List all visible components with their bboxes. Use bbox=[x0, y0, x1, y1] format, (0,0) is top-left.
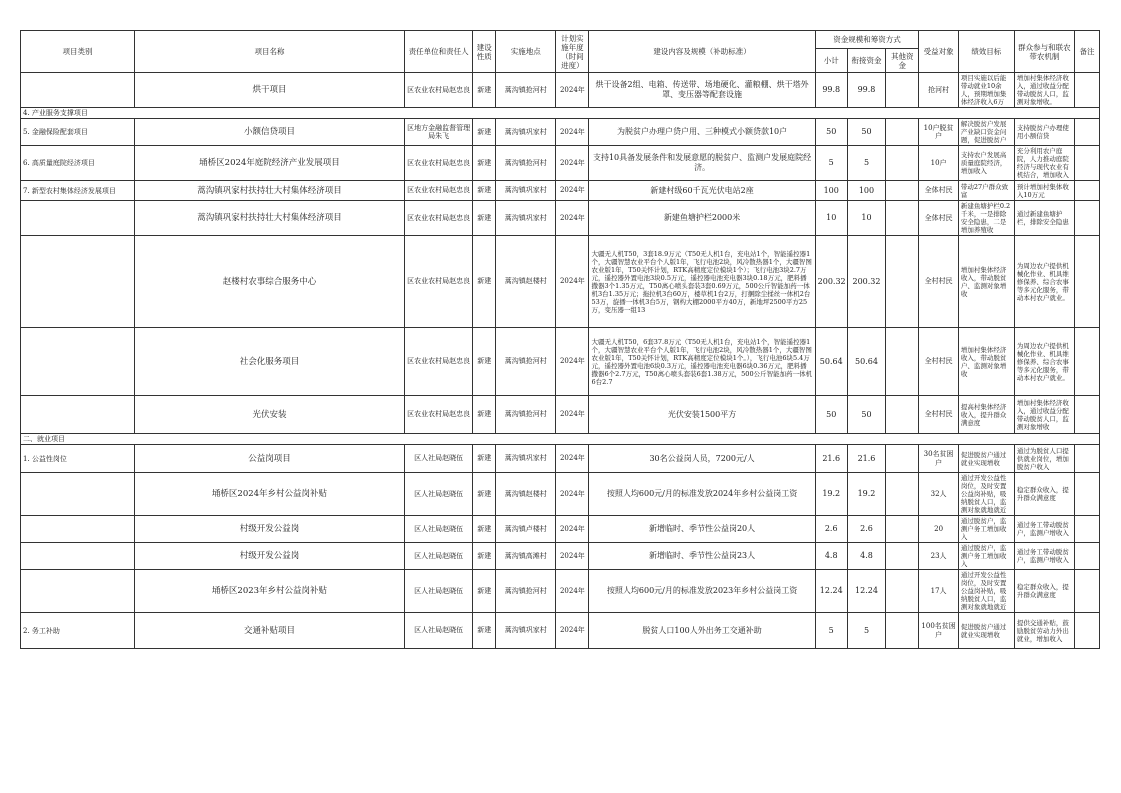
row-location: 蒿沟镇抢河村 bbox=[496, 328, 556, 396]
row-content: 按照人均600元/月的标准发放2023年乡村公益岗工资 bbox=[589, 570, 815, 613]
row-central-funds: 19.2 bbox=[847, 473, 885, 516]
row-project-name: 小额信贷项目 bbox=[135, 119, 405, 146]
row-beneficiary: 全村村民 bbox=[919, 328, 958, 396]
row-category bbox=[21, 73, 135, 108]
header-funds: 资金规模和筹资方式 bbox=[815, 31, 919, 49]
row-project-name: 埇桥区2024年庭院经济产业发展项目 bbox=[135, 146, 405, 181]
row-mechanism: 为周边农户提供机械化作业、机具维修保养、综合农事等多元化服务，带动本村农户就业。 bbox=[1014, 328, 1074, 396]
header-name: 项目名称 bbox=[135, 31, 405, 73]
row-project-name: 赵楼村农事综合服务中心 bbox=[135, 236, 405, 328]
header-remark: 备注 bbox=[1075, 31, 1100, 73]
row-owner: 区人社局赵晓伍 bbox=[404, 516, 472, 543]
row-goal: 通过开发公益性岗位，及时安置公益岗补贴，吸纳脱贫人口，监测对象就地就近 bbox=[958, 473, 1014, 516]
row-content: 为脱贫户办理户贷户用、三种模式小额贷款10户 bbox=[589, 119, 815, 146]
row-year: 2024年 bbox=[556, 328, 589, 396]
row-other-funds bbox=[886, 516, 919, 543]
row-category bbox=[21, 201, 135, 236]
row-nature: 新建 bbox=[473, 73, 496, 108]
row-central-funds: 12.24 bbox=[847, 570, 885, 613]
row-location: 蒿沟镇抢河村 bbox=[496, 570, 556, 613]
row-goal: 通过脱贫户，监测户务工增加收入 bbox=[958, 516, 1014, 543]
row-project-name: 蒿沟镇巩家村扶持壮大村集体经济项目 bbox=[135, 201, 405, 236]
table-row bbox=[21, 613, 1100, 649]
row-other-funds bbox=[886, 119, 919, 146]
row-owner: 区人社局赵晓伍 bbox=[404, 570, 472, 613]
row-other-funds bbox=[886, 236, 919, 328]
row-central-funds: 2.6 bbox=[847, 516, 885, 543]
row-subtotal: 19.2 bbox=[815, 473, 847, 516]
row-subtotal: 2.6 bbox=[815, 516, 847, 543]
row-project-name: 社会化服务项目 bbox=[135, 328, 405, 396]
row-content: 支持10具备发展条件和发展意愿的脱贫户、监测户发展庭院经济。 bbox=[589, 146, 815, 181]
row-nature: 新建 bbox=[473, 328, 496, 396]
row-mechanism: 充分利用农户庭院，人力推动庭院经济与现代农业有机结合，增加收入 bbox=[1014, 146, 1074, 181]
row-project-name: 埇桥区2024年乡村公益岗补贴 bbox=[135, 473, 405, 516]
row-content: 光伏安装1500平方 bbox=[589, 396, 815, 434]
row-goal: 项目实施以后能带动就业10余人，预期增加集体经济收入6万 bbox=[958, 73, 1014, 108]
row-subtotal: 200.32 bbox=[815, 236, 847, 328]
row-central-funds: 21.6 bbox=[847, 445, 885, 473]
row-project-name: 公益岗项目 bbox=[135, 445, 405, 473]
row-year: 2024年 bbox=[556, 570, 589, 613]
row-beneficiary: 17人 bbox=[919, 570, 958, 613]
header-subtotal: 小计 bbox=[815, 49, 847, 73]
header-goal: 绩效目标 bbox=[958, 31, 1014, 73]
section-row bbox=[21, 108, 1100, 119]
row-beneficiary: 30名贫困户 bbox=[919, 445, 958, 473]
row-remark bbox=[1075, 236, 1100, 328]
table-row bbox=[21, 119, 1100, 146]
row-year: 2024年 bbox=[556, 543, 589, 570]
row-central-funds: 50 bbox=[847, 119, 885, 146]
row-location: 蒿沟镇抢河村 bbox=[496, 146, 556, 181]
row-goal: 促进脱贫户通过就业实现增收 bbox=[958, 613, 1014, 649]
row-remark bbox=[1075, 396, 1100, 434]
table-row bbox=[21, 328, 1100, 396]
row-project-name: 村级开发公益岗 bbox=[135, 516, 405, 543]
header-nature: 建设性质 bbox=[473, 31, 496, 73]
row-beneficiary: 20 bbox=[919, 516, 958, 543]
row-other-funds bbox=[886, 328, 919, 396]
row-goal: 支持农户发展高质量庭院经济，增加收入 bbox=[958, 146, 1014, 181]
row-mechanism: 为周边农户提供机械化作业、机具维修保养、综合农事等多元化服务，带动本村农户就业。 bbox=[1014, 236, 1074, 328]
row-owner: 区农业农村局赵忠良 bbox=[404, 73, 472, 108]
row-content: 大疆无人机T50，6套37.8万元（T50无人机1台，充电站1个，智能遥控器1个，大疆智慧农业平台个人版1年，飞行电池2块，风冷散热器1个，大疆智图农业版1年，T50关怀计划，RTK高精度定位模块1个。），飞行电池6块5.4万元，遥控器外置电池6块0.3万元，遥控器电池充电器6块0.36万元，肥料播撒器6个2.7万元，T50离心喷头套装6套1.38万元，500公斤智能加药一体机6台2.7 bbox=[589, 328, 815, 396]
row-category: 5. 金融保险配套项目 bbox=[21, 119, 135, 146]
table-row bbox=[21, 146, 1100, 181]
row-year: 2024年 bbox=[556, 236, 589, 328]
table-row bbox=[21, 236, 1100, 328]
table-body bbox=[21, 73, 1100, 649]
row-nature: 新建 bbox=[473, 445, 496, 473]
row-year: 2024年 bbox=[556, 201, 589, 236]
row-beneficiary: 100名贫困户 bbox=[919, 613, 958, 649]
row-beneficiary: 全体村民 bbox=[919, 181, 958, 201]
row-owner: 区人社局赵晓伍 bbox=[404, 445, 472, 473]
row-location: 蒿沟镇巩家村 bbox=[496, 119, 556, 146]
row-subtotal: 99.8 bbox=[815, 73, 847, 108]
row-other-funds bbox=[886, 396, 919, 434]
row-beneficiary: 全体村民 bbox=[919, 201, 958, 236]
row-goal: 促进脱贫户通过就业实现增收 bbox=[958, 445, 1014, 473]
table-row bbox=[21, 445, 1100, 473]
row-category bbox=[21, 543, 135, 570]
row-owner: 区人社局赵晓伍 bbox=[404, 613, 472, 649]
row-location: 蒿沟镇巩家村 bbox=[496, 613, 556, 649]
row-subtotal: 50.64 bbox=[815, 328, 847, 396]
row-mechanism: 通过务工带动脱贫户，监测户增收入 bbox=[1014, 516, 1074, 543]
header-mechanism: 群众参与和联农带农机制 bbox=[1014, 31, 1074, 73]
row-central-funds: 5 bbox=[847, 146, 885, 181]
row-subtotal: 5 bbox=[815, 146, 847, 181]
row-mechanism: 预计增加村集体收入10万元 bbox=[1014, 181, 1074, 201]
row-subtotal: 5 bbox=[815, 613, 847, 649]
row-content: 脱贫人口100人外出务工交通补助 bbox=[589, 613, 815, 649]
row-remark bbox=[1075, 328, 1100, 396]
row-location: 蒿沟镇抢河村 bbox=[496, 396, 556, 434]
row-remark bbox=[1075, 516, 1100, 543]
row-year: 2024年 bbox=[556, 119, 589, 146]
row-content: 大疆无人机T50，3套18.9万元（T50无人机1台，充电站1个，智能遥控器1个，大疆智慧农业平台个人版1年，飞行电池2块，风冷散热器1个，大疆智图农业版1年，T50关怀计划，RTK高精度定位模块1个）；飞行电池3块2.7万元，遥控器外置电池3块0.5万元，遥控器电池充电器3块0.18万元，肥料播撒器3个1.35万元，T50离心喷头套装3套0.69万元，500公斤智能加药一体机3台1.35万元；拖拉机3台60万，楼草机1台2万，打捆除尘揉丝一体机2台53万，旋播一体机3台5万，钢构大棚2000平方40万，新地坪2500平方25万，变压器一组13 bbox=[589, 236, 815, 328]
row-year: 2024年 bbox=[556, 473, 589, 516]
row-beneficiary: 全村村民 bbox=[919, 396, 958, 434]
row-category bbox=[21, 570, 135, 613]
row-mechanism: 稳定群众收入，提升群众满意度 bbox=[1014, 473, 1074, 516]
row-goal: 解决脱贫户发展产业缺口资金问题，促进脱贫户 bbox=[958, 119, 1014, 146]
row-subtotal: 50 bbox=[815, 119, 847, 146]
row-content: 新增临时、季节性公益岗23人 bbox=[589, 543, 815, 570]
row-other-funds bbox=[886, 181, 919, 201]
header-content: 建设内容及规模（补助标准） bbox=[589, 31, 815, 73]
row-owner: 区农业农村局赵忠良 bbox=[404, 328, 472, 396]
row-content: 烘干设备2组、电箱、传送带、场地硬化、灌粮棚、烘干塔外罩、变压器等配套设施 bbox=[589, 73, 815, 108]
row-nature: 新建 bbox=[473, 146, 496, 181]
row-location: 蒿沟镇巩家村 bbox=[496, 445, 556, 473]
row-location: 蒿沟镇卢楼村 bbox=[496, 516, 556, 543]
header-owner: 责任单位和责任人 bbox=[404, 31, 472, 73]
row-location: 蒿沟镇巩家村 bbox=[496, 201, 556, 236]
row-owner: 区农业农村局赵忠良 bbox=[404, 201, 472, 236]
row-project-name: 烘干项目 bbox=[135, 73, 405, 108]
row-content: 新建村级60千瓦光伏电站2座 bbox=[589, 181, 815, 201]
row-nature: 新建 bbox=[473, 473, 496, 516]
row-year: 2024年 bbox=[556, 73, 589, 108]
row-category: 2. 务工补助 bbox=[21, 613, 135, 649]
row-central-funds: 99.8 bbox=[847, 73, 885, 108]
row-central-funds: 4.8 bbox=[847, 543, 885, 570]
header-category: 项目类别 bbox=[21, 31, 135, 73]
row-nature: 新建 bbox=[473, 543, 496, 570]
row-subtotal: 4.8 bbox=[815, 543, 847, 570]
row-category bbox=[21, 236, 135, 328]
row-subtotal: 12.24 bbox=[815, 570, 847, 613]
section-title: 4. 产业服务支撑项目 bbox=[21, 108, 1100, 119]
project-table bbox=[20, 30, 1100, 649]
header-year: 计划实施年度（时间进度） bbox=[556, 31, 589, 73]
row-project-name: 埇桥区2023年乡村公益岗补贴 bbox=[135, 570, 405, 613]
row-beneficiary: 23人 bbox=[919, 543, 958, 570]
row-remark bbox=[1075, 445, 1100, 473]
row-mechanism: 增加村集体经济收入，通过收益分配带动脱贫人口，监测对象增收。 bbox=[1014, 73, 1074, 108]
row-remark bbox=[1075, 570, 1100, 613]
table-row bbox=[21, 73, 1100, 108]
row-year: 2024年 bbox=[556, 181, 589, 201]
header-central: 衔接资金 bbox=[847, 49, 885, 73]
table-row bbox=[21, 396, 1100, 434]
row-central-funds: 10 bbox=[847, 201, 885, 236]
row-goal: 增加村集体经济收入，带动脱贫户、监测对象增收 bbox=[958, 328, 1014, 396]
row-year: 2024年 bbox=[556, 396, 589, 434]
row-project-name: 交通补贴项目 bbox=[135, 613, 405, 649]
row-central-funds: 50 bbox=[847, 396, 885, 434]
table-row bbox=[21, 473, 1100, 516]
row-beneficiary: 10户 bbox=[919, 146, 958, 181]
row-goal: 新建鱼塘护栏0.2千米，一是排除安全隐患，二是增加养殖收 bbox=[958, 201, 1014, 236]
row-category: 7. 新型农村集体经济发展项目 bbox=[21, 181, 135, 201]
row-remark bbox=[1075, 201, 1100, 236]
header-location: 实施地点 bbox=[496, 31, 556, 73]
row-owner: 区地方金融监督管理局朱飞 bbox=[404, 119, 472, 146]
row-owner: 区农业农村局赵忠良 bbox=[404, 396, 472, 434]
row-remark bbox=[1075, 543, 1100, 570]
row-nature: 新建 bbox=[473, 201, 496, 236]
row-beneficiary: 32人 bbox=[919, 473, 958, 516]
row-location: 蒿沟镇巩家村 bbox=[496, 181, 556, 201]
row-other-funds bbox=[886, 570, 919, 613]
table-row bbox=[21, 181, 1100, 201]
row-year: 2024年 bbox=[556, 516, 589, 543]
row-year: 2024年 bbox=[556, 613, 589, 649]
row-category: 6. 高质量庭院经济项目 bbox=[21, 146, 135, 181]
row-subtotal: 50 bbox=[815, 396, 847, 434]
row-project-name: 光伏安装 bbox=[135, 396, 405, 434]
row-mechanism: 提供交通补贴，鼓励脱贫劳动力外出就业，增加收入 bbox=[1014, 613, 1074, 649]
row-mechanism: 通过务工带动脱贫户，监测户增收入 bbox=[1014, 543, 1074, 570]
row-owner: 区人社局赵晓伍 bbox=[404, 473, 472, 516]
row-project-name: 蒿沟镇巩家村扶持壮大村集体经济项目 bbox=[135, 181, 405, 201]
header-other: 其他资金 bbox=[886, 49, 919, 73]
row-other-funds bbox=[886, 543, 919, 570]
row-year: 2024年 bbox=[556, 146, 589, 181]
row-content: 30名公益岗人员，7200元/人 bbox=[589, 445, 815, 473]
row-content: 按照人均600元/月的标准发放2024年乡村公益岗工资 bbox=[589, 473, 815, 516]
row-other-funds bbox=[886, 201, 919, 236]
row-goal: 增加村集体经济收入，带动脱贫户、监测对象增收 bbox=[958, 236, 1014, 328]
row-location: 蒿沟镇赵楼村 bbox=[496, 236, 556, 328]
row-category bbox=[21, 328, 135, 396]
row-other-funds bbox=[886, 445, 919, 473]
row-project-name: 村级开发公益岗 bbox=[135, 543, 405, 570]
row-beneficiary: 抢河村 bbox=[919, 73, 958, 108]
row-owner: 区农业农村局赵忠良 bbox=[404, 146, 472, 181]
row-category bbox=[21, 396, 135, 434]
row-beneficiary: 全村村民 bbox=[919, 236, 958, 328]
table-row bbox=[21, 543, 1100, 570]
row-remark bbox=[1075, 146, 1100, 181]
row-remark bbox=[1075, 119, 1100, 146]
section-row bbox=[21, 434, 1100, 445]
row-subtotal: 100 bbox=[815, 181, 847, 201]
row-nature: 新建 bbox=[473, 236, 496, 328]
row-goal: 提高村集体经济收入，提升群众满意度 bbox=[958, 396, 1014, 434]
row-nature: 新建 bbox=[473, 613, 496, 649]
row-central-funds: 5 bbox=[847, 613, 885, 649]
row-central-funds: 50.64 bbox=[847, 328, 885, 396]
row-category: 1. 公益性岗位 bbox=[21, 445, 135, 473]
row-goal: 通过开发公益性岗位，及时安置公益岗补贴，吸纳脱贫人口，监测对象就地就近 bbox=[958, 570, 1014, 613]
row-mechanism: 支持脱贫户办理使用小额信贷 bbox=[1014, 119, 1074, 146]
row-remark bbox=[1075, 181, 1100, 201]
row-category bbox=[21, 516, 135, 543]
row-goal: 通过脱贫户，监测户务工增加收入 bbox=[958, 543, 1014, 570]
row-location: 蒿沟镇高滩村 bbox=[496, 543, 556, 570]
row-content: 新增临时、季节性公益岗20人 bbox=[589, 516, 815, 543]
row-nature: 新建 bbox=[473, 181, 496, 201]
row-remark bbox=[1075, 613, 1100, 649]
row-remark bbox=[1075, 73, 1100, 108]
row-content: 新建鱼塘护栏2000米 bbox=[589, 201, 815, 236]
row-goal: 带动27户群众致富 bbox=[958, 181, 1014, 201]
row-year: 2024年 bbox=[556, 445, 589, 473]
table-row bbox=[21, 516, 1100, 543]
row-mechanism: 通过为脱贫人口提供就业岗位，增加脱贫户收入 bbox=[1014, 445, 1074, 473]
row-owner: 区农业农村局赵忠良 bbox=[404, 236, 472, 328]
row-subtotal: 10 bbox=[815, 201, 847, 236]
row-central-funds: 100 bbox=[847, 181, 885, 201]
row-other-funds bbox=[886, 73, 919, 108]
row-nature: 新建 bbox=[473, 396, 496, 434]
row-location: 蒿沟镇抢河村 bbox=[496, 73, 556, 108]
row-nature: 新建 bbox=[473, 570, 496, 613]
row-other-funds bbox=[886, 613, 919, 649]
header-beneficiary: 受益对象 bbox=[919, 31, 958, 73]
project-table-sheet bbox=[20, 30, 1100, 649]
row-mechanism: 稳定群众收入，提升群众满意度 bbox=[1014, 570, 1074, 613]
row-nature: 新建 bbox=[473, 516, 496, 543]
table-row bbox=[21, 570, 1100, 613]
row-location: 蒿沟镇赵楼村 bbox=[496, 473, 556, 516]
row-other-funds bbox=[886, 146, 919, 181]
row-remark bbox=[1075, 473, 1100, 516]
row-mechanism: 增加村集体经济收入，通过收益分配带动脱贫人口，监测对象增收 bbox=[1014, 396, 1074, 434]
section-title: 二、就业项目 bbox=[21, 434, 1100, 445]
row-owner: 区人社局赵晓伍 bbox=[404, 543, 472, 570]
row-other-funds bbox=[886, 473, 919, 516]
table-row bbox=[21, 201, 1100, 236]
row-mechanism: 通过新建鱼塘护栏，排除安全隐患 bbox=[1014, 201, 1074, 236]
row-beneficiary: 10户脱贫户 bbox=[919, 119, 958, 146]
row-nature: 新建 bbox=[473, 119, 496, 146]
row-subtotal: 21.6 bbox=[815, 445, 847, 473]
row-category bbox=[21, 473, 135, 516]
row-central-funds: 200.32 bbox=[847, 236, 885, 328]
row-owner: 区农业农村局赵忠良 bbox=[404, 181, 472, 201]
